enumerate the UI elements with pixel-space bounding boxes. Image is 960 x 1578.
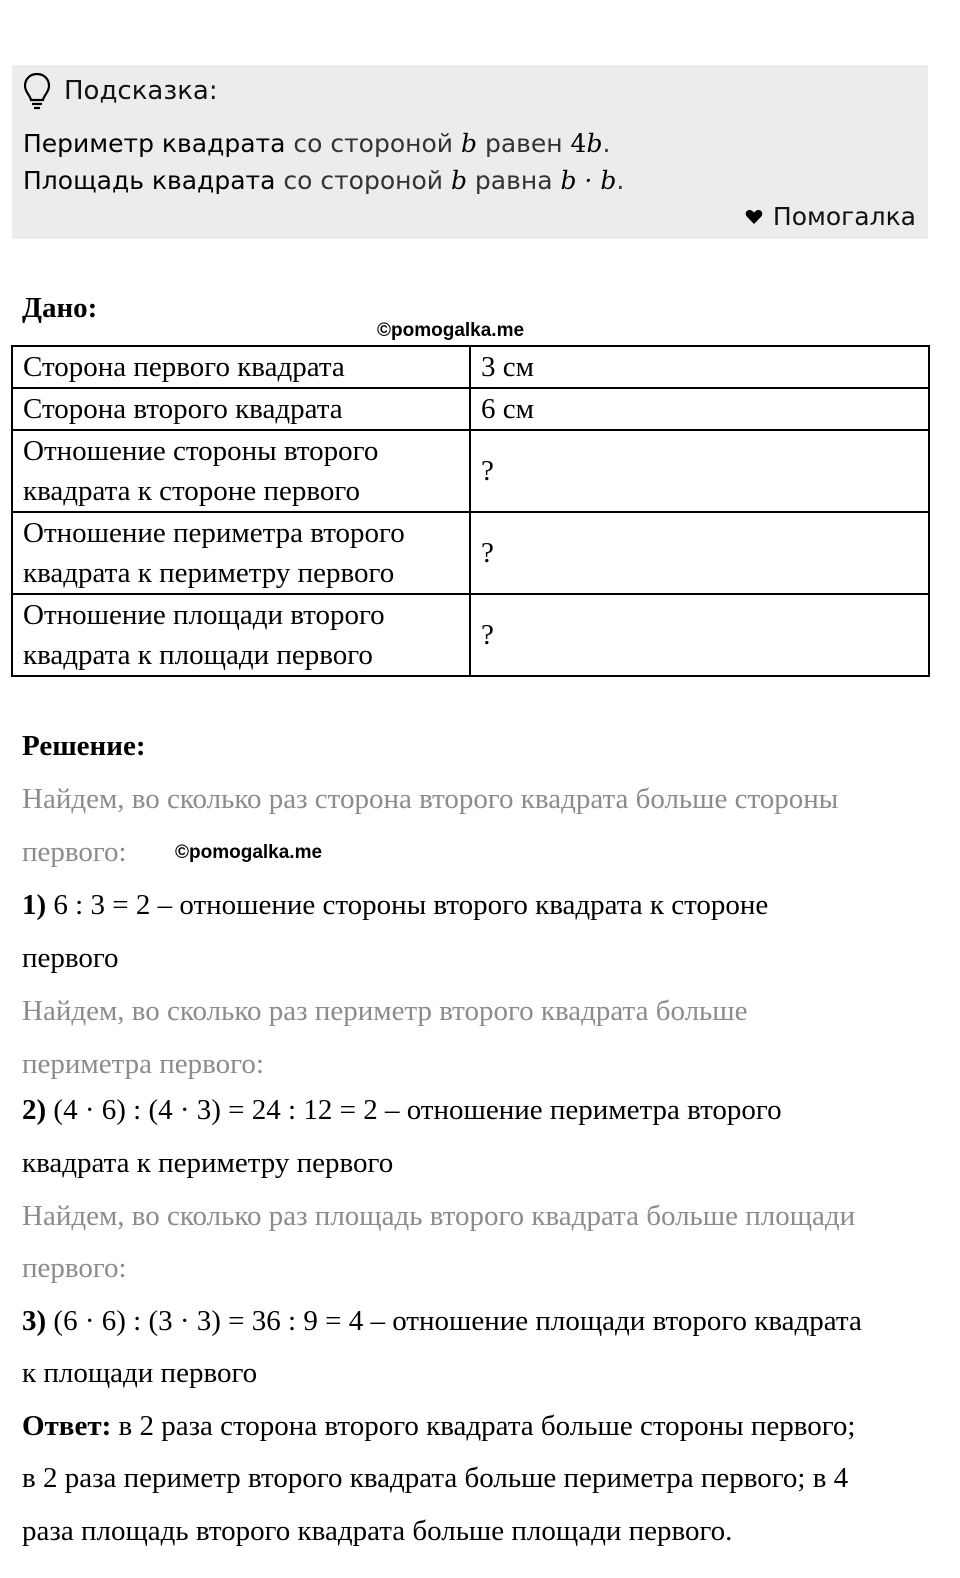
hint-title: Подсказка:	[64, 76, 218, 106]
hint-num: 4	[570, 129, 587, 158]
hint-var: b	[586, 129, 603, 158]
step-number: 3)	[22, 1305, 47, 1337]
given-value: 3 см	[470, 346, 929, 388]
solution-intro-3: Найдем, во сколько раз площадь второго квадрата больше площади	[22, 1200, 856, 1232]
given-label-line: Отношение площади второго	[23, 599, 385, 631]
given-label-line: Отношение стороны второго	[23, 435, 379, 467]
solution-step-2-cont: квадрата к периметру первого	[22, 1147, 394, 1179]
solution-step-3	[22, 1295, 922, 1348]
answer-label: Ответ:	[22, 1410, 112, 1442]
step-number: 1)	[22, 889, 47, 921]
watermark: ©pomogalka.me	[175, 842, 323, 863]
solution-step-1	[22, 879, 922, 932]
step-text: (4 · 6) : (4 · 3) = 24 : 12 = 2 – отношение периметра второго	[46, 1094, 782, 1126]
given-value: 6 см	[470, 388, 929, 430]
solution-step-1-cont: первого	[22, 942, 119, 974]
given-label	[12, 430, 470, 512]
given-label	[12, 594, 470, 676]
given-label: Сторона второго квадрата	[12, 388, 470, 430]
table-row	[12, 388, 929, 430]
step-text: 6 : 3 = 2 – отношение стороны второго квадрата к стороне	[46, 889, 769, 921]
answer	[22, 1400, 922, 1453]
given-value: ?	[470, 430, 929, 512]
solution-title: Решение:	[22, 730, 146, 762]
step-text: (6 · 6) : (3 · 3) = 36 : 9 = 4 – отношение площади второго квадрата	[46, 1305, 862, 1337]
given-label-line: квадрата к площади первого	[23, 639, 373, 671]
solution-step-3-cont: к площади первого	[22, 1357, 258, 1389]
solution-intro-1: Найдем, во сколько раз сторона второго квадрата больше стороны	[22, 783, 839, 815]
hint-text: со стороной	[275, 166, 451, 195]
hint-expr: b · b	[560, 166, 617, 195]
hint-footer-label: Помогалка	[772, 202, 916, 231]
answer-cont: раза площадь второго квадрата больше площади первого.	[22, 1515, 733, 1547]
hint-term: Площадь квадрата	[23, 166, 276, 195]
hint-perimeter-line	[23, 129, 610, 158]
table-row	[12, 512, 929, 594]
hint-text: .	[602, 129, 611, 158]
hint-text: равна	[466, 166, 561, 195]
step-number: 2)	[22, 1094, 47, 1126]
hint-box	[12, 65, 928, 239]
answer-cont: в 2 раза периметр второго квадрата больше периметра первого; в 4	[22, 1462, 849, 1494]
solution-intro-3-cont: первого:	[22, 1252, 127, 1284]
given-label-line: квадрата к периметру первого	[23, 557, 395, 589]
solution-step-2	[22, 1084, 922, 1137]
given-label-line: квадрата к стороне первого	[23, 475, 360, 507]
given-value: ?	[470, 594, 929, 676]
table-row	[12, 430, 929, 512]
hint-text: со стороной	[285, 129, 461, 158]
hint-var: b	[450, 166, 467, 195]
given-value: ?	[470, 512, 929, 594]
given-label	[12, 512, 470, 594]
heart-icon	[745, 209, 763, 225]
given-title: Дано:	[22, 292, 98, 324]
table-row	[12, 594, 929, 676]
hint-text: .	[616, 166, 625, 195]
lightbulb-icon	[22, 71, 52, 111]
hint-header	[22, 71, 218, 111]
hint-text: равен	[477, 129, 571, 158]
hint-term: Периметр квадрата	[23, 129, 286, 158]
given-label-line: Отношение периметра второго	[23, 517, 405, 549]
answer-text: в 2 раза сторона второго квадрата больше стороны первого;	[111, 1410, 856, 1442]
watermark: ©pomogalka.me	[377, 320, 525, 341]
hint-var: b	[460, 129, 477, 158]
given-table	[11, 345, 930, 677]
solution-intro-1-cont: первого:	[22, 836, 127, 868]
table-row	[12, 346, 929, 388]
hint-footer	[745, 202, 916, 231]
solution-intro-2: Найдем, во сколько раз периметр второго квадрата больше	[22, 995, 748, 1027]
hint-area-line	[23, 166, 624, 195]
solution-intro-2-cont: периметра первого:	[22, 1048, 264, 1080]
given-label: Сторона первого квадрата	[12, 346, 470, 388]
